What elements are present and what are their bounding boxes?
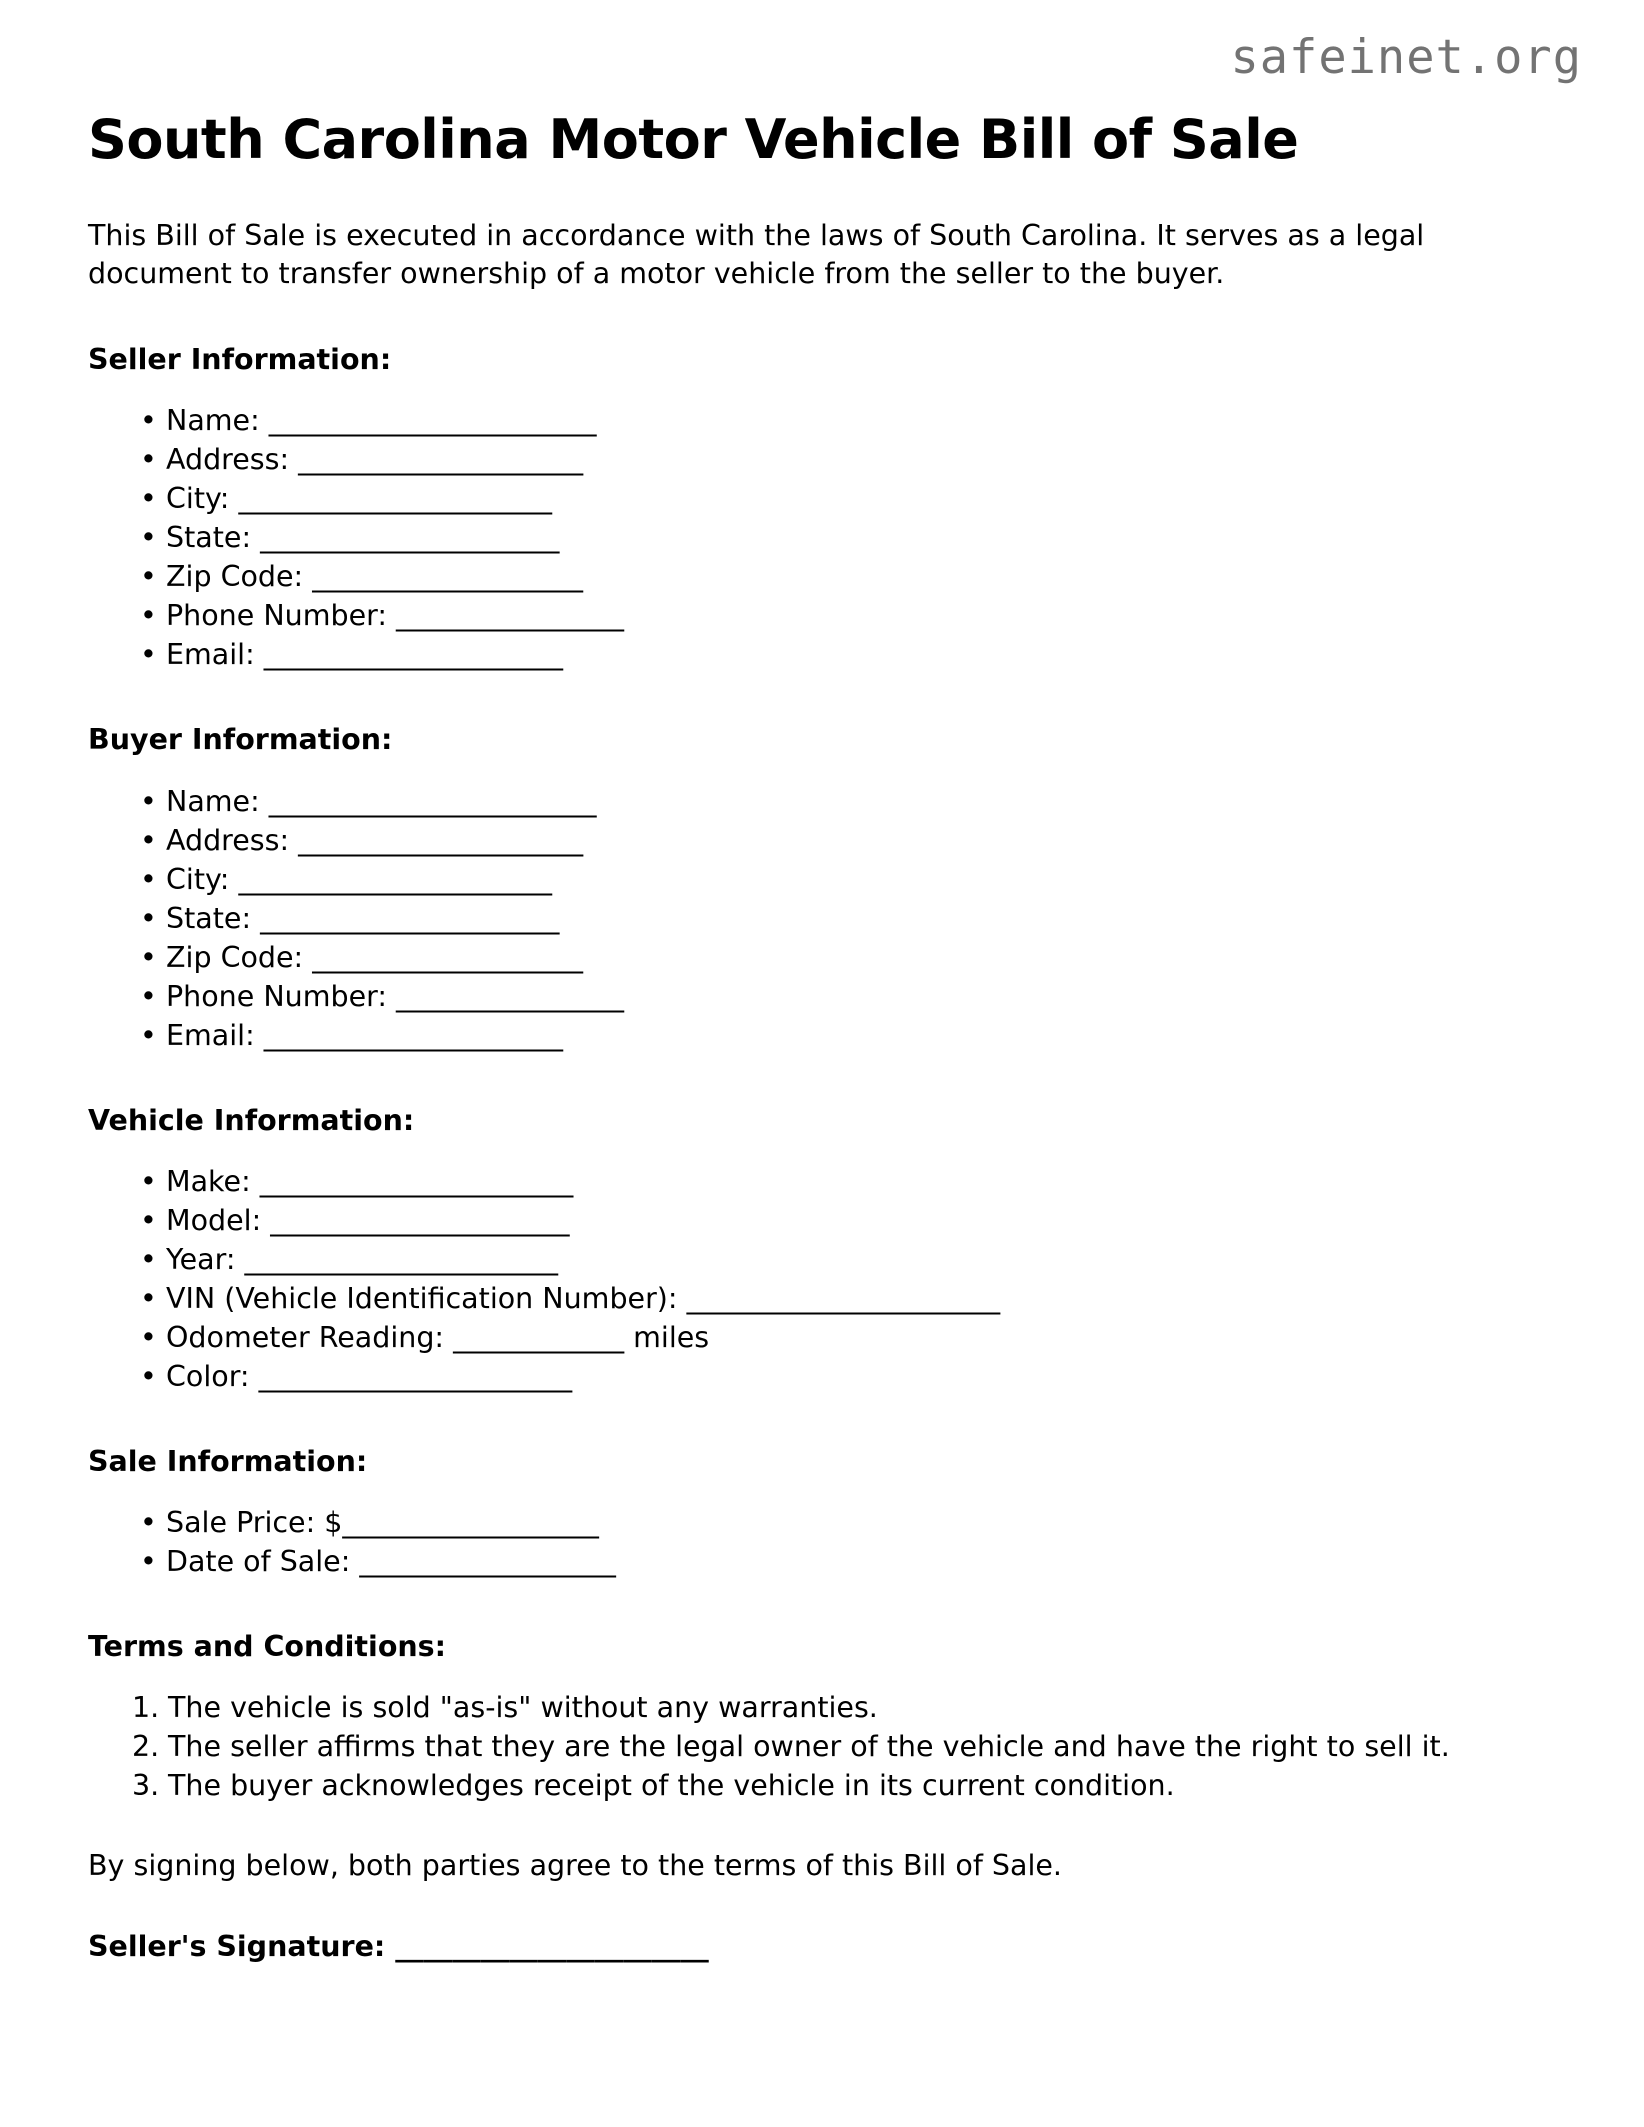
field-blank[interactable]: _____________________ xyxy=(263,1018,563,1052)
field-blank[interactable]: _______________________ xyxy=(268,784,597,818)
list-item xyxy=(88,899,1498,938)
field-blank[interactable]: _____________________ xyxy=(263,638,563,672)
field-label: State: xyxy=(166,901,261,935)
field-blank[interactable]: ________________ xyxy=(396,979,624,1013)
field-blank[interactable]: __________________ xyxy=(359,1545,616,1579)
section-heading-terms: Terms and Conditions: xyxy=(88,1630,447,1664)
field-label: Address: xyxy=(166,823,299,857)
field-blank[interactable]: ______________________ xyxy=(238,862,552,896)
list-item xyxy=(88,1318,1498,1357)
seller-signature-label: Seller's Signature: xyxy=(88,1929,396,1963)
seller-signature-line xyxy=(88,1928,1498,1967)
field-blank[interactable]: ______________________ xyxy=(686,1281,1001,1315)
field-blank[interactable]: ________________ xyxy=(396,599,624,633)
list-item xyxy=(88,1016,1498,1055)
list-item xyxy=(88,1279,1498,1318)
list-item: The vehicle is sold "as-is" without any warranties. xyxy=(168,1691,878,1725)
list-item xyxy=(88,1162,1498,1201)
list-item xyxy=(88,821,1498,860)
field-label: Name: xyxy=(166,784,269,818)
field-label: VIN (Vehicle Identification Number): xyxy=(166,1281,687,1315)
list-item xyxy=(88,1240,1498,1279)
seller-signature-blank[interactable]: ______________________ xyxy=(395,1929,709,1963)
section-heading-vehicle: Vehicle Information: xyxy=(88,1103,415,1137)
seller-field-list xyxy=(88,401,1498,674)
field-label: Phone Number: xyxy=(166,599,396,633)
list-item xyxy=(88,635,1498,674)
field-blank[interactable]: _______________________ xyxy=(268,404,597,438)
list-item xyxy=(88,440,1498,479)
list-item xyxy=(88,860,1498,899)
field-label: Phone Number: xyxy=(166,979,396,1013)
list-item: The seller affirms that they are the legal owner of the vehicle and have the right to sell it. xyxy=(168,1730,1450,1764)
field-label: Zip Code: xyxy=(166,940,313,974)
page-title: South Carolina Motor Vehicle Bill of Sale xyxy=(88,108,1299,171)
list-item xyxy=(88,479,1498,518)
field-label: Zip Code: xyxy=(166,560,313,594)
field-label: State: xyxy=(166,521,261,555)
list-item xyxy=(88,782,1498,821)
field-label: Year: xyxy=(166,1242,245,1276)
field-blank[interactable]: ___________________ xyxy=(312,560,583,594)
field-blank[interactable]: ______________________ xyxy=(238,482,552,516)
field-label: City: xyxy=(166,482,239,516)
section-heading-seller: Seller Information: xyxy=(88,343,392,377)
field-label: Make: xyxy=(166,1164,260,1198)
field-blank[interactable]: ______________________ xyxy=(259,1164,574,1198)
list-item xyxy=(88,596,1498,635)
sale-field-list xyxy=(88,1503,1498,1581)
field-blank[interactable]: ______________________ xyxy=(258,1359,573,1393)
field-blank[interactable]: ______________________ xyxy=(244,1242,559,1276)
field-label: Address: xyxy=(166,443,299,477)
field-label: Name: xyxy=(166,404,269,438)
field-blank[interactable]: ___________________ xyxy=(312,940,583,974)
watermark-safeinet: safeinet.org xyxy=(1230,30,1582,85)
list-item xyxy=(88,1357,1498,1396)
section-heading-buyer: Buyer Information: xyxy=(88,723,393,757)
list-item xyxy=(88,977,1498,1016)
list-item xyxy=(88,401,1498,440)
list-item xyxy=(88,518,1498,557)
field-blank[interactable]: ____________________ xyxy=(298,823,584,857)
list-item xyxy=(88,1503,1498,1542)
field-label: Email: xyxy=(166,638,264,672)
field-blank[interactable]: ____________ xyxy=(453,1320,625,1354)
field-blank[interactable]: _____________________ xyxy=(260,521,560,555)
field-suffix: miles xyxy=(624,1320,710,1354)
buyer-field-list xyxy=(88,782,1498,1055)
list-item xyxy=(88,938,1498,977)
field-blank[interactable]: _____________________ xyxy=(270,1203,570,1237)
terms-list xyxy=(88,1688,1498,1805)
list-item xyxy=(88,1542,1498,1581)
document-content xyxy=(88,108,1498,1967)
field-label: Date of Sale: xyxy=(166,1545,360,1579)
field-blank[interactable]: _____________________ xyxy=(260,901,560,935)
field-blank[interactable]: __________________ xyxy=(342,1506,599,1540)
list-item xyxy=(88,1201,1498,1240)
field-blank[interactable]: ____________________ xyxy=(298,443,584,477)
list-item: The buyer acknowledges receipt of the vehicle in its current condition. xyxy=(168,1769,1175,1803)
field-label: Color: xyxy=(166,1359,259,1393)
field-label: Odometer Reading: xyxy=(166,1320,454,1354)
intro-paragraph: This Bill of Sale is executed in accordance with the laws of South Carolina. It serves as a legal document to transfer ownership of a motor vehicle from the seller to the buyer. xyxy=(88,218,1425,291)
section-heading-sale: Sale Information: xyxy=(88,1444,368,1478)
field-label: Email: xyxy=(166,1018,264,1052)
field-label: Model: xyxy=(166,1203,271,1237)
field-label: City: xyxy=(166,862,239,896)
vehicle-field-list xyxy=(88,1162,1498,1396)
field-label: Sale Price: $ xyxy=(166,1506,343,1540)
list-item xyxy=(88,557,1498,596)
closing-paragraph: By signing below, both parties agree to the terms of this Bill of Sale. xyxy=(88,1849,1062,1883)
